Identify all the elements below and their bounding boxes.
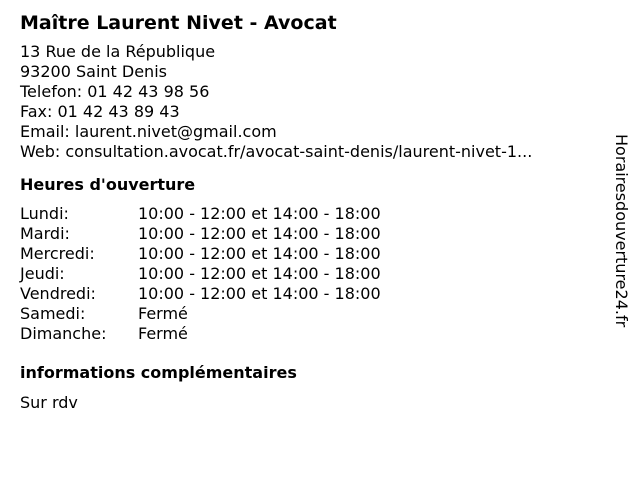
hours-value: 10:00 - 12:00 et 14:00 - 18:00 (138, 224, 381, 243)
hours-value: 10:00 - 12:00 et 14:00 - 18:00 (138, 284, 381, 303)
hours-value: 10:00 - 12:00 et 14:00 - 18:00 (138, 204, 381, 223)
hours-row-tuesday (20, 224, 600, 244)
fax-number: Fax: 01 42 43 89 43 (20, 102, 180, 121)
day-label: Lundi: (20, 204, 69, 223)
opening-hours-table (20, 204, 600, 344)
additional-info-text: Sur rdv (20, 393, 78, 412)
hours-value: 10:00 - 12:00 et 14:00 - 18:00 (138, 244, 381, 263)
hours-row-sunday (20, 324, 600, 344)
hours-row-monday (20, 204, 600, 224)
street-address: 13 Rue de la République (20, 42, 216, 61)
day-label: Mercredi: (20, 244, 95, 263)
city-address: 93200 Saint Denis (20, 62, 167, 81)
day-label: Samedi: (20, 304, 86, 323)
site-brand-watermark: Horairesdouverture24.fr (612, 134, 631, 328)
contact-block (20, 42, 600, 162)
hours-heading: Heures d'ouverture (20, 175, 196, 194)
phone-number: Telefon: 01 42 43 98 56 (20, 82, 210, 101)
hours-value: Fermé (138, 304, 188, 323)
hours-value: 10:00 - 12:00 et 14:00 - 18:00 (138, 264, 381, 283)
hours-row-thursday (20, 264, 600, 284)
additional-info-heading: informations complémentaires (20, 363, 297, 382)
hours-value: Fermé (138, 324, 188, 343)
hours-row-saturday (20, 304, 600, 324)
business-card (20, 10, 600, 413)
day-label: Mardi: (20, 224, 70, 243)
email-address: Email: laurent.nivet@gmail.com (20, 122, 277, 141)
day-label: Vendredi: (20, 284, 96, 303)
business-title: Maître Laurent Nivet - Avocat (20, 12, 337, 34)
hours-row-friday (20, 284, 600, 304)
day-label: Dimanche: (20, 324, 107, 343)
day-label: Jeudi: (20, 264, 65, 283)
website-link[interactable]: Web: consultation.avocat.fr/avocat-saint-denis/laurent-nivet-1... (20, 142, 533, 161)
hours-row-wednesday (20, 244, 600, 264)
